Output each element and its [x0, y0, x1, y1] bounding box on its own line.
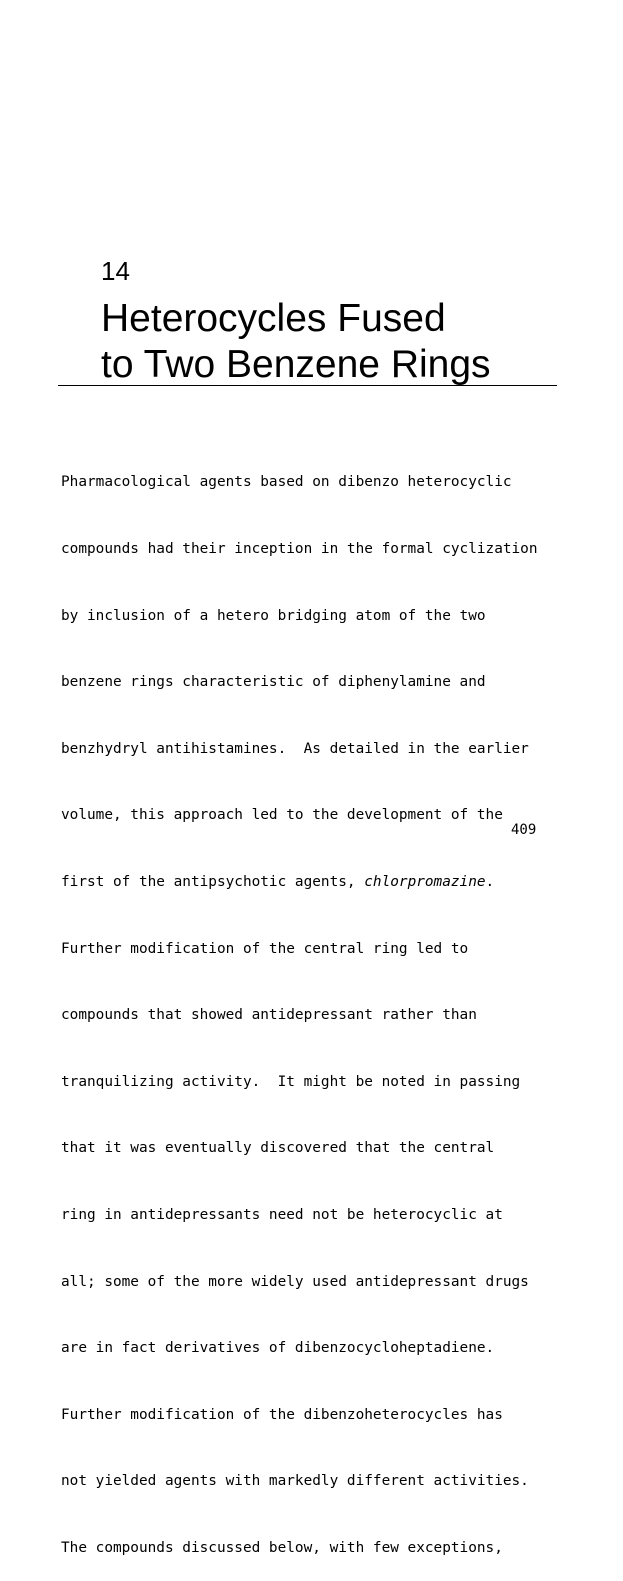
chapter-number: 14: [101, 256, 130, 286]
body-line: [61, 871, 581, 893]
body-line-text: first of the antipsychotic agents,: [61, 873, 365, 890]
body-line: compounds that showed antidepressant rather than: [61, 1007, 477, 1024]
chapter-title-line-2: to Two Benzene Rings: [101, 343, 491, 386]
page-number: 409: [511, 822, 537, 838]
body-line-punctuation: .: [485, 873, 495, 890]
body-line: benzene rings characteristic of diphenylamine and: [61, 674, 486, 691]
title-divider: [58, 385, 557, 386]
body-line: tranquilizing activity. It might be noted in passing: [61, 1073, 521, 1090]
body-paragraph: [61, 427, 581, 1581]
body-line: volume, this approach led to the development of the: [61, 807, 503, 824]
body-line: by inclusion of a hetero bridging atom of the two: [61, 607, 486, 624]
chapter-title: [101, 296, 491, 388]
drug-name-italic: chlorpromazine: [364, 873, 486, 890]
body-line: not yielded agents with markedly different activities.: [61, 1473, 529, 1490]
body-line: The compounds discussed below, with few exceptions,: [61, 1539, 503, 1556]
body-line: compounds had their inception in the formal cyclization: [61, 541, 538, 557]
body-line: that it was eventually discovered that the central: [61, 1140, 495, 1157]
body-line: Further modification of the dibenzoheterocycles has: [61, 1406, 503, 1423]
body-line: all; some of the more widely used antidepressant drugs: [61, 1273, 529, 1290]
body-line: benzhydryl antihistamines. As detailed in the earlier: [61, 740, 529, 757]
body-line: Further modification of the central ring led to: [61, 940, 469, 957]
body-line: are in fact derivatives of dibenzocycloheptadiene.: [61, 1340, 495, 1357]
chapter-title-line-1: Heterocycles Fused: [101, 297, 446, 340]
body-line: ring in antidepressants need not be heterocyclic at: [61, 1206, 503, 1223]
body-line: Pharmacological agents based on dibenzo heterocyclic: [61, 474, 512, 491]
